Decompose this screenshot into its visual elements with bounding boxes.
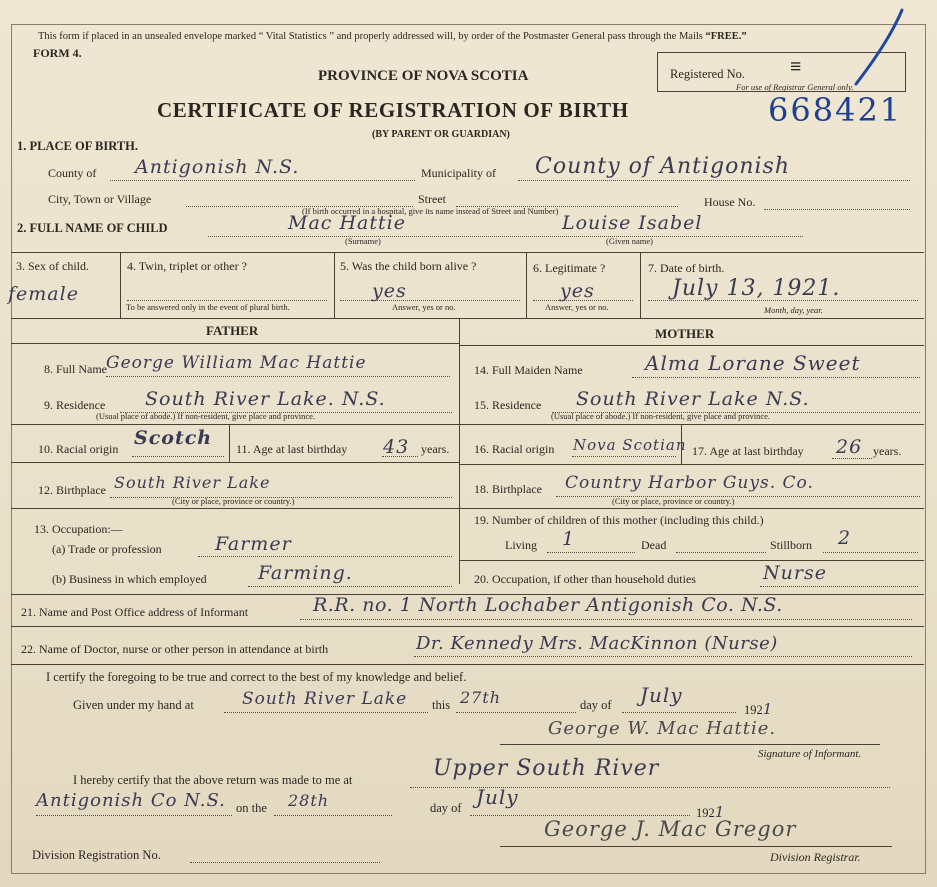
informant-label: 21. Name and Post Office address of Informant xyxy=(21,605,249,619)
father-residence-value: South River Lake. N.S. xyxy=(145,388,386,410)
informant-signature-label: Signature of Informant. xyxy=(758,748,862,760)
street-label: Street xyxy=(418,192,446,206)
mother-racial-value: Nova Scotian xyxy=(573,436,687,454)
mother-birthplace-value: Country Harbor Guys. Co. xyxy=(565,473,814,493)
given-year-printed: 1921 xyxy=(744,700,774,718)
father-birthplace-note: (City or place, province or country.) xyxy=(172,496,295,506)
given-label: Given under my hand at xyxy=(73,698,194,712)
house-label: House No. xyxy=(704,195,756,209)
county-label: County of xyxy=(48,166,97,180)
trade-label: (a) Trade or profession xyxy=(52,542,162,556)
province-heading: PROVINCE OF NOVA SCOTIA xyxy=(318,68,529,84)
father-heading: FATHER xyxy=(206,323,259,338)
given-year-hand: 1 xyxy=(762,700,774,718)
doctor-label: 22. Name of Doctor, nurse or other person in attendance at birth xyxy=(21,642,329,656)
form-number: FORM 4. xyxy=(33,46,82,60)
alive-label: 5. Was the child born alive ? xyxy=(340,259,477,273)
division-registration-label: Division Registration No. xyxy=(32,848,161,862)
mother-heading: MOTHER xyxy=(655,326,715,341)
father-years: years. xyxy=(421,442,450,456)
mother-residence-note: (Usual place of abode.) If non-resident, give place and province. xyxy=(551,411,771,421)
father-birthplace-label: 12. Birthplace xyxy=(38,483,106,497)
twin-label: 4. Twin, triplet or other ? xyxy=(127,259,247,273)
certificate-subtitle: (BY PARENT OR GUARDIAN) xyxy=(372,129,510,140)
date-of-birth-label: 7. Date of birth. xyxy=(648,261,725,275)
mother-occupation-value: Nurse xyxy=(763,562,827,584)
father-age-label: 11. Age at last birthday xyxy=(236,442,348,456)
living-label: Living xyxy=(505,538,537,552)
mother-age-value: 26 xyxy=(836,436,863,458)
dead-label: Dead xyxy=(641,538,667,552)
mother-maiden-value: Alma Lorane Sweet xyxy=(645,351,861,375)
stillborn-value: 2 xyxy=(838,527,852,549)
mother-residence-value: South River Lake N.S. xyxy=(576,388,810,410)
given-name-note: (Given name) xyxy=(606,236,653,246)
given-month-value: July xyxy=(640,683,683,707)
alive-value: yes xyxy=(372,280,407,302)
mother-residence-label: 15. Residence xyxy=(474,398,542,412)
mother-racial-label: 16. Racial origin xyxy=(474,442,555,456)
informant-value: R.R. no. 1 North Lochaber Antigonish Co. N.S. xyxy=(313,594,783,616)
mother-birthplace-note: (City or place, province or country.) xyxy=(612,496,735,506)
mother-occupation-label: 20. Occupation, if other than household duties xyxy=(474,572,696,586)
surname-note: (Surname) xyxy=(345,236,381,246)
alive-note: Answer, yes or no. xyxy=(392,302,456,312)
this-label: this xyxy=(432,698,451,712)
municipality-value: County of Antigonish xyxy=(535,154,790,179)
date-note: Month, day, year. xyxy=(764,305,823,315)
registrar-place-value-2: Antigonish Co N.S. xyxy=(36,790,226,811)
check-mark-icon xyxy=(848,6,908,88)
place-of-birth-heading: 1. PLACE OF BIRTH. xyxy=(17,139,138,153)
registered-mark: ≡ xyxy=(790,56,802,78)
registered-label: Registered No. xyxy=(670,67,745,81)
father-name-value: George William Mac Hattie xyxy=(106,353,367,373)
child-surname: Mac Hattie xyxy=(288,212,406,234)
business-label: (b) Business in which employed xyxy=(52,572,207,586)
mother-maiden-label: 14. Full Maiden Name xyxy=(474,363,583,377)
father-name-label: 8. Full Name xyxy=(44,362,107,376)
registrar-year-printed: 1921 xyxy=(696,803,726,821)
twin-note: To be answered only in the event of plural birth. xyxy=(126,302,290,312)
sex-label: 3. Sex of child. xyxy=(16,259,89,273)
mother-years: years. xyxy=(873,444,902,458)
registrar-text: I hereby certify that the above return was made to me at xyxy=(73,773,353,787)
full-name-label: 2. FULL NAME OF CHILD xyxy=(17,221,168,235)
informant-signature: George W. Mac Hattie. xyxy=(548,718,777,739)
certify-text: I certify the foregoing to be true and correct to the best of my knowledge and belief. xyxy=(46,670,467,684)
father-residence-label: 9. Residence xyxy=(44,398,106,412)
living-value: 1 xyxy=(562,528,576,550)
father-age-value: 43 xyxy=(383,436,410,458)
registrar-signature: George J. Mac Gregor xyxy=(544,817,797,841)
given-place-value: South River Lake xyxy=(242,689,408,709)
given-day-label: day of xyxy=(580,698,612,712)
registrar-place-value: Upper South River xyxy=(433,756,660,781)
registrar-only-note: For use of Registrar General only. xyxy=(736,82,854,92)
on-the-label: on the xyxy=(236,801,267,815)
doctor-value: Dr. Kennedy Mrs. MacKinnon (Nurse) xyxy=(416,633,778,654)
father-residence-note: (Usual place of abode.) If non-resident, give place and province. xyxy=(96,411,316,421)
registrar-year-hand: 1 xyxy=(714,803,726,821)
father-occupation-label: 13. Occupation:— xyxy=(34,522,123,536)
father-birthplace-value: South River Lake xyxy=(114,473,271,492)
father-racial-value: Scotch xyxy=(134,427,213,449)
certificate-title: CERTIFICATE OF REGISTRATION OF BIRTH xyxy=(157,98,629,122)
mother-birthplace-label: 18. Birthplace xyxy=(474,482,542,496)
county-value: Antigonish N.S. xyxy=(135,156,300,178)
division-registrar-label: Division Registrar. xyxy=(770,850,861,864)
legitimate-value: yes xyxy=(560,280,595,302)
sex-value: female xyxy=(8,283,79,305)
children-count-label: 19. Number of children of this mother (including this child.) xyxy=(474,513,764,527)
registrar-day-value: 28th xyxy=(288,791,330,810)
registration-number: 668421 xyxy=(768,91,903,129)
mail-notice: This form if placed in an unsealed envelope marked “ Vital Statistics ” and properly addressed will, by order of the Postmaster General pass through the Mails “FREE.” xyxy=(38,31,747,42)
municipality-label: Municipality of xyxy=(421,166,496,180)
legitimate-note: Answer, yes or no. xyxy=(545,302,609,312)
father-racial-label: 10. Racial origin xyxy=(38,442,119,456)
mother-age-label: 17. Age at last birthday xyxy=(692,444,804,458)
registrar-day-label: day of xyxy=(430,801,462,815)
date-of-birth-value: July 13, 1921. xyxy=(672,276,841,301)
registrar-month-value: July xyxy=(476,785,519,809)
street-note: (If birth occurred in a hospital, give its name instead of Street and Number) xyxy=(302,206,559,216)
legitimate-label: 6. Legitimate ? xyxy=(533,261,606,275)
stillborn-label: Stillborn xyxy=(770,538,813,552)
child-given-name: Louise Isabel xyxy=(562,212,703,234)
trade-value: Farmer xyxy=(215,533,292,555)
business-value: Farming. xyxy=(258,562,353,584)
given-day-value: 27th xyxy=(460,688,502,707)
city-label: City, Town or Village xyxy=(48,192,152,206)
